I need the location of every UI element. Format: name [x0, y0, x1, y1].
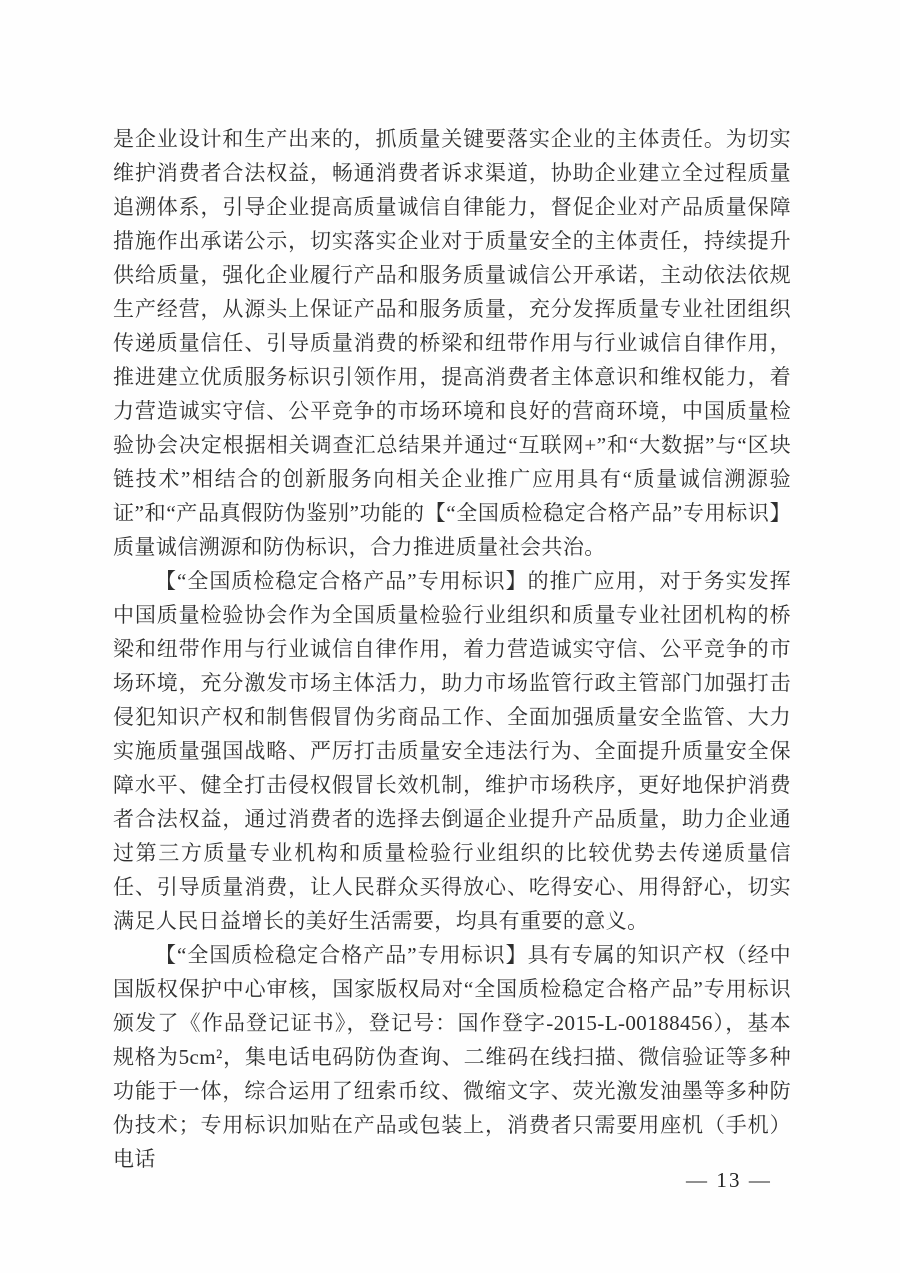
paragraph-quality-responsibility-continuation: 是企业设计和生产出来的，抓质量关键要落实企业的主体责任。为切实维护消费者合法权益，畅通消费者诉求渠道，协助企业建立全过程质量追溯体系，引导企业提高质量诚信自律能力，督促企业对产品质量保障措施作出承诺公示，切实落实企业对于质量安全的主体责任，持续提升供给质量，强化企业履行产品和服务质量诚信公开承诺，主动依法依规生产经营，从源头上保证产品和服务质量，充分发挥质量专业社团组织传递质量信任、引导质量消费的桥梁和纽带作用与行业诚信自律作用，推进建立优质服务标识引领作用，提高消费者主体意识和维权能力，着力营造诚实守信、公平竞争的市场环境和良好的营商环境，中国质量检验协会决定根据相关调查汇总结果并通过“互联网+”和“大数据”与“区块链技术”相结合的创新服务向相关企业推广应用具有“质量诚信溯源验证”和“产品真假防伪鉴别”功能的【“全国质检稳定合格产品”专用标识】质量诚信溯源和防伪标识，合力推进质量社会共治。 — [113, 127, 791, 559]
body-text — [113, 122, 791, 1176]
page-number — [664, 1168, 794, 1193]
paragraph-special-mark-promotion-significance: 【“全国质检稳定合格产品”专用标识】的推广应用，对于务实发挥中国质量检验协会作为全国质量检验行业组织和质量专业社团机构的桥梁和纽带作用与行业诚信自律作用，着力营造诚实守信、公平竞争的市场环境，充分激发市场主体活力，助力市场监管行政主管部门加强打击侵犯知识产权和制售假冒伪劣商品工作、全面加强质量安全监管、大力实施质量强国战略、严厉打击质量安全违法行为、全面提升质量安全保障水平、健全打击侵权假冒长效机制，维护市场秩序，更好地保护消费者合法权益，通过消费者的选择去倒逼企业提升产品质量，助力企业通过第三方质量专业机构和质量检验行业组织的比较优势去传递质量信任、引导质量消费，让人民群众买得放心、吃得安心、用得舒心，切实满足人民日益增长的美好生活需要，均具有重要的意义。 — [113, 569, 791, 933]
paragraph-special-mark-intellectual-property: 【“全国质检稳定合格产品”专用标识】具有专属的知识产权（经中国版权保护中心审核，国家版权局对“全国质检稳定合格产品”专用标识颁发了《作品登记证书》，登记号：国作登字-2015-L-00188456），基本规格为5cm²，集电话电码防伪查询、二维码在线扫描、微信验证等多种功能于一体，综合运用了纽索币纹、微缩文字、荧光激发油墨等多种防伪技术；专用标识加贴在产品或包装上，消费者只需要用座机（手机）电话 — [113, 943, 791, 1171]
page-number-text: — 13 — — [685, 1168, 773, 1192]
